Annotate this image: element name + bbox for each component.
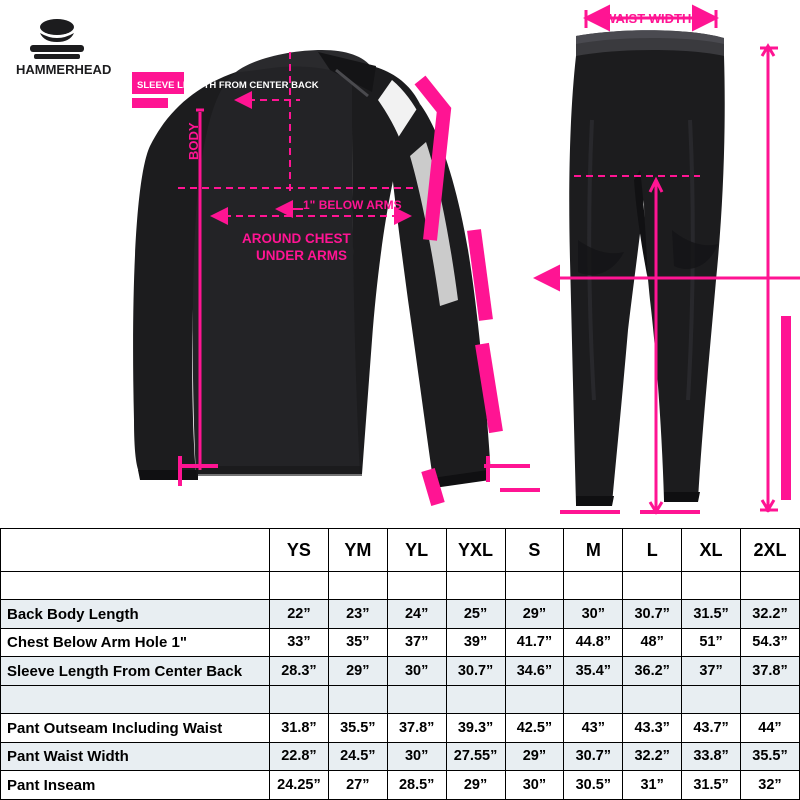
header-cell-l: L [623, 529, 682, 572]
cell: 30” [505, 771, 564, 800]
cell: 32” [741, 771, 800, 800]
cell: 24” [387, 600, 446, 629]
header-cell-yxl: YXL [446, 529, 505, 572]
cell: 30.7” [446, 657, 505, 686]
callout-below-arms-label: 1" BELOW ARMS [303, 198, 402, 212]
cell: 22.8” [270, 742, 329, 771]
cell: 32.2” [623, 742, 682, 771]
cell: 31” [623, 771, 682, 800]
table-row [1, 628, 800, 657]
track-pants [569, 30, 724, 506]
cell: 29” [505, 742, 564, 771]
cell: 37.8” [387, 714, 446, 743]
header-cell-s: S [505, 529, 564, 572]
cell: 32.2” [741, 600, 800, 629]
row-label: Pant Waist Width [1, 742, 270, 771]
whale-logo-icon [30, 19, 84, 59]
size-chart-table [0, 528, 800, 800]
table-row [1, 742, 800, 771]
cell: 28.3” [270, 657, 329, 686]
cell: 31.5” [682, 771, 741, 800]
row-label: Pant Inseam [1, 771, 270, 800]
cell: 35.5” [328, 714, 387, 743]
cell: 30.7” [564, 742, 623, 771]
header-cell-xl: XL [682, 529, 741, 572]
callout-under-arms-label: UNDER ARMS [256, 248, 347, 263]
cell: 43.3” [623, 714, 682, 743]
cell: 39.3” [446, 714, 505, 743]
table-spacer-row [1, 685, 800, 714]
cell: 36.2” [623, 657, 682, 686]
cell: 30.7” [623, 600, 682, 629]
cell: 43” [564, 714, 623, 743]
cell: 33” [270, 628, 329, 657]
cell: 37” [682, 657, 741, 686]
cell: 41.7” [505, 628, 564, 657]
table-spacer-row [1, 571, 800, 600]
cell: 24.25” [270, 771, 329, 800]
cell: 28.5” [387, 771, 446, 800]
cell: 35.5” [741, 742, 800, 771]
header-cell-ys: YS [270, 529, 329, 572]
cell: 27.55” [446, 742, 505, 771]
cell: 31.5” [682, 600, 741, 629]
row-label: Back Body Length [1, 600, 270, 629]
cell: 43.7” [682, 714, 741, 743]
cell: 44.8” [564, 628, 623, 657]
cell: 35.4” [564, 657, 623, 686]
cell: 37” [387, 628, 446, 657]
row-label: Chest Below Arm Hole 1" [1, 628, 270, 657]
header-cell-m: M [564, 529, 623, 572]
cell: 54.3” [741, 628, 800, 657]
cell: 31.8” [270, 714, 329, 743]
header-blank-cell [1, 529, 270, 572]
cell: 29” [328, 657, 387, 686]
cell: 51” [682, 628, 741, 657]
cell: 23” [328, 600, 387, 629]
cell: 33.8” [682, 742, 741, 771]
cell: 37.8” [741, 657, 800, 686]
cell: 35” [328, 628, 387, 657]
row-label: Pant Outseam Including Waist [1, 714, 270, 743]
callout-sleeve-length-label: SLEEVE LENGTH FROM CENTER BACK [137, 80, 319, 91]
cell: 34.6” [505, 657, 564, 686]
cell: 30” [564, 600, 623, 629]
cell: 30” [387, 742, 446, 771]
cell: 24.5” [328, 742, 387, 771]
header-cell-2xl: 2XL [741, 529, 800, 572]
row-label: Sleeve Length From Center Back [1, 657, 270, 686]
callout-waist-width-label: WAIST WIDTH [604, 11, 692, 26]
cell: 42.5” [505, 714, 564, 743]
table-row [1, 600, 800, 629]
cell: 30.5” [564, 771, 623, 800]
cell: 48” [623, 628, 682, 657]
cell: 22” [270, 600, 329, 629]
brand-wordmark: HAMMERHEAD [16, 62, 112, 77]
header-cell-ym: YM [328, 529, 387, 572]
table-row [1, 657, 800, 686]
cell: 44” [741, 714, 800, 743]
table-row [1, 771, 800, 800]
callout-around-chest-label: AROUND CHEST [242, 231, 351, 246]
table-row [1, 714, 800, 743]
cell: 29” [446, 771, 505, 800]
header-cell-yl: YL [387, 529, 446, 572]
cell: 39” [446, 628, 505, 657]
table-header-row [1, 529, 800, 572]
callout-body-label: BODY [186, 122, 201, 160]
cell: 30” [387, 657, 446, 686]
cell: 25” [446, 600, 505, 629]
cell: 27” [328, 771, 387, 800]
cell: 29” [505, 600, 564, 629]
